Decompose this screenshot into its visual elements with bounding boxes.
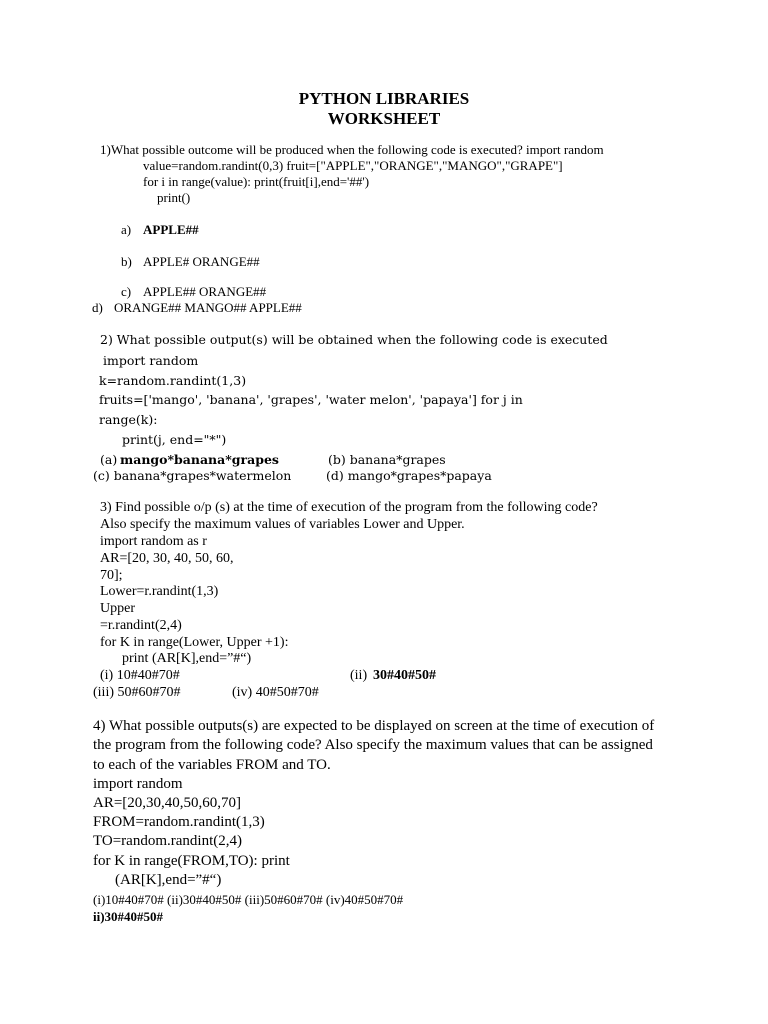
q3-option-iii: (iii) 50#60#70#: [93, 685, 181, 700]
q4-code-line: import random: [93, 776, 183, 792]
q1-code-line: value=random.randint(0,3) fruit=["APPLE","ORANGE","MANGO","GRAPE"]: [143, 158, 563, 173]
q3-question: Also specify the maximum values of variables Lower and Upper.: [100, 517, 465, 532]
q3-option-i: (i) 10#40#70#: [100, 668, 180, 683]
q4-answer: ii)30#40#50#: [93, 909, 164, 924]
q3-code-line: print (AR[K],end=”#“): [122, 651, 252, 666]
q3-code-line: 70];: [100, 568, 123, 583]
q4-code-line: for K in range(FROM,TO): print: [93, 853, 290, 869]
q3-question: 3) Find possible o/p (s) at the time of execution of the program from the following code?: [100, 500, 598, 515]
q1-option-b-label: b): [121, 254, 132, 269]
q3-code-line: Upper: [100, 601, 135, 616]
q4-code-line: FROM=random.randint(1,3): [93, 814, 265, 830]
q3-option-ii-label: (ii): [350, 668, 368, 683]
q1-option-a-text: APPLE##: [143, 222, 199, 237]
q1-option-c-label: c): [121, 284, 132, 299]
q1-option-d-text: ORANGE## MANGO## APPLE##: [114, 300, 302, 315]
q1-option-c-text: APPLE## ORANGE##: [143, 284, 267, 299]
q3-code-line: for K in range(Lower, Upper +1):: [100, 635, 289, 650]
q4-code-line: TO=random.randint(2,4): [93, 833, 242, 849]
q2-option-d: (d) mango*grapes*papaya: [326, 468, 492, 483]
q1-code-line: for i in range(value): print(fruit[i],end='##'): [143, 174, 370, 189]
q2-code-line: import random: [103, 353, 199, 368]
q2-code-line: print(j, end="*"): [122, 432, 227, 447]
page-title: PYTHON LIBRARIES: [298, 89, 470, 108]
page-subtitle: WORKSHEET: [327, 109, 441, 128]
q4-options: (i)10#40#70# (ii)30#40#50# (iii)50#60#70# (iv)40#50#70#: [93, 892, 404, 907]
q1-option-b-text: APPLE# ORANGE##: [143, 254, 260, 269]
q2-option-a-text: mango*banana*grapes: [120, 452, 279, 467]
q2-option-c: (c) banana*grapes*watermelon: [93, 468, 292, 483]
q3-code-line: import random as r: [100, 534, 207, 549]
q4-code-line: AR=[20,30,40,50,60,70]: [93, 795, 242, 811]
q3-option-iv: (iv) 40#50#70#: [232, 685, 319, 700]
q4-question: 4) What possible outputs(s) are expected to be displayed on screen at the time of execution of: [93, 718, 655, 734]
q2-code-line: range(k):: [99, 412, 158, 427]
q1-code-line: print(): [157, 190, 191, 205]
q1-question: 1)What possible outcome will be produced when the following code is executed? import random: [100, 142, 604, 157]
q4-code-line: (AR[K],end=”#“): [115, 872, 222, 888]
q2-option-b: (b) banana*grapes: [328, 452, 446, 467]
q2-code-line: fruits=['mango', 'banana', 'grapes', 'water melon', 'papaya'] for j in: [99, 392, 523, 407]
q3-option-ii-text: 30#40#50#: [373, 668, 436, 683]
q2-question: 2) What possible output(s) will be obtained when the following code is executed: [100, 332, 608, 347]
q3-code-line: Lower=r.randint(1,3): [100, 584, 219, 599]
q2-code-line: k=random.randint(1,3): [99, 373, 247, 388]
q4-question: to each of the variables FROM and TO.: [93, 757, 331, 773]
q1-option-a-label: a): [121, 222, 132, 237]
q3-code-line: AR=[20, 30, 40, 50, 60,: [100, 551, 234, 566]
q2-option-a-label: (a): [100, 452, 118, 467]
q3-code-line: =r.randint(2,4): [100, 618, 182, 633]
q1-option-d-label: d): [92, 300, 103, 315]
q4-question: the program from the following code? Also specify the maximum values that can be assigned: [93, 737, 653, 753]
